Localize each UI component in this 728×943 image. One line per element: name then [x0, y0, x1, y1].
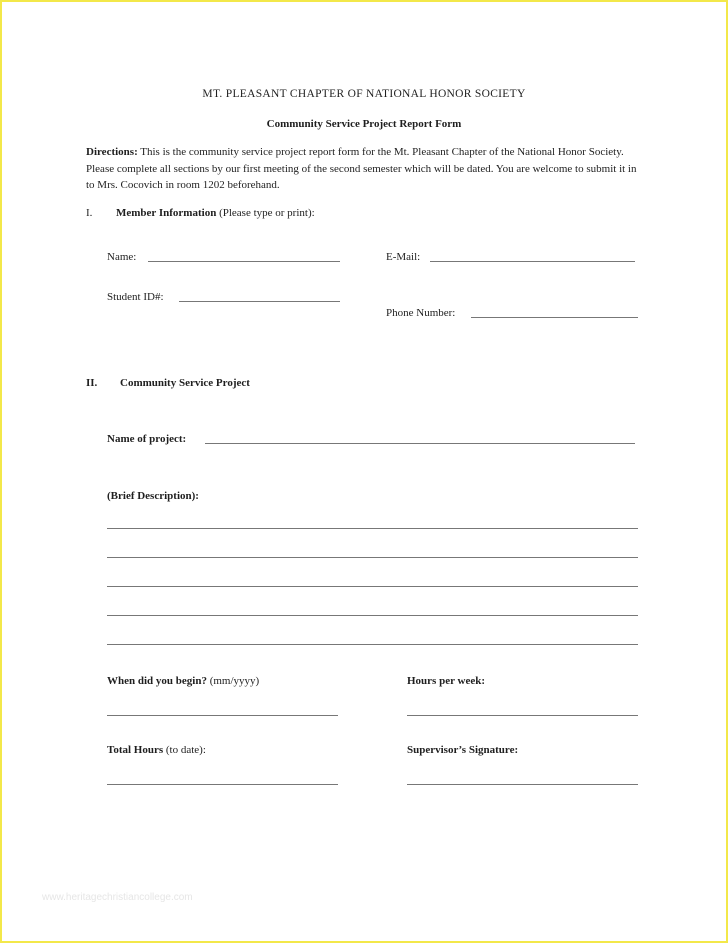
project-name-label: Name of project: — [107, 433, 187, 445]
phone-label: Phone Number: — [386, 307, 456, 319]
phone-field[interactable] — [471, 317, 638, 318]
description-line[interactable] — [107, 528, 638, 529]
supervisor-signature-field[interactable] — [407, 784, 638, 785]
form-title: MT. PLEASANT CHAPTER OF NATIONAL HONOR SOCIETY — [202, 88, 526, 100]
begin-date-heading — [107, 675, 259, 687]
student-id-label: Student ID#: — [107, 291, 164, 303]
description-line[interactable] — [107, 644, 638, 645]
description-line[interactable] — [107, 615, 638, 616]
name-label: Name: — [107, 251, 137, 263]
student-id-field[interactable] — [179, 301, 340, 302]
supervisor-signature-label: Supervisor’s Signature: — [407, 744, 519, 756]
begin-date-label: When did you begin? — [107, 675, 207, 687]
directions-label: Directions: — [86, 146, 138, 158]
directions-text: This is the community service project report form for the Mt. Pleasant Chapter of the National Honor Society. Please complete all sections by our first meeting of the second semester which will be dated. You are welcome to submit it in to Mrs. Cocovich in room 1202 beforehand. — [86, 146, 637, 191]
section-1-title: Member Information — [116, 207, 217, 219]
section-2-number: II. — [86, 377, 98, 389]
total-hours-field[interactable] — [107, 784, 338, 785]
section-2-title: Community Service Project — [120, 377, 250, 389]
section-1-heading — [116, 207, 315, 219]
name-field[interactable] — [148, 261, 340, 262]
begin-date-field[interactable] — [107, 715, 338, 716]
section-1-number: I. — [86, 207, 93, 219]
form-subtitle: Community Service Project Report Form — [266, 118, 462, 130]
total-hours-label: Total Hours — [107, 744, 164, 756]
total-hours-note: (to date): — [163, 744, 206, 756]
brief-description-label: (Brief Description): — [107, 490, 199, 502]
project-name-field[interactable] — [205, 443, 635, 444]
form-page — [2, 2, 726, 941]
description-line[interactable] — [107, 557, 638, 558]
hours-per-week-label: Hours per week: — [407, 675, 486, 687]
email-label: E-Mail: — [386, 251, 421, 263]
watermark: www.heritagechristiancollege.com — [42, 892, 193, 903]
begin-date-format: (mm/yyyy) — [206, 675, 260, 687]
description-line[interactable] — [107, 586, 638, 587]
directions-paragraph — [86, 144, 646, 194]
hours-per-week-field[interactable] — [407, 715, 638, 716]
total-hours-heading — [107, 744, 206, 756]
email-field[interactable] — [430, 261, 635, 262]
section-1-note: (Please type or print): — [216, 207, 315, 219]
